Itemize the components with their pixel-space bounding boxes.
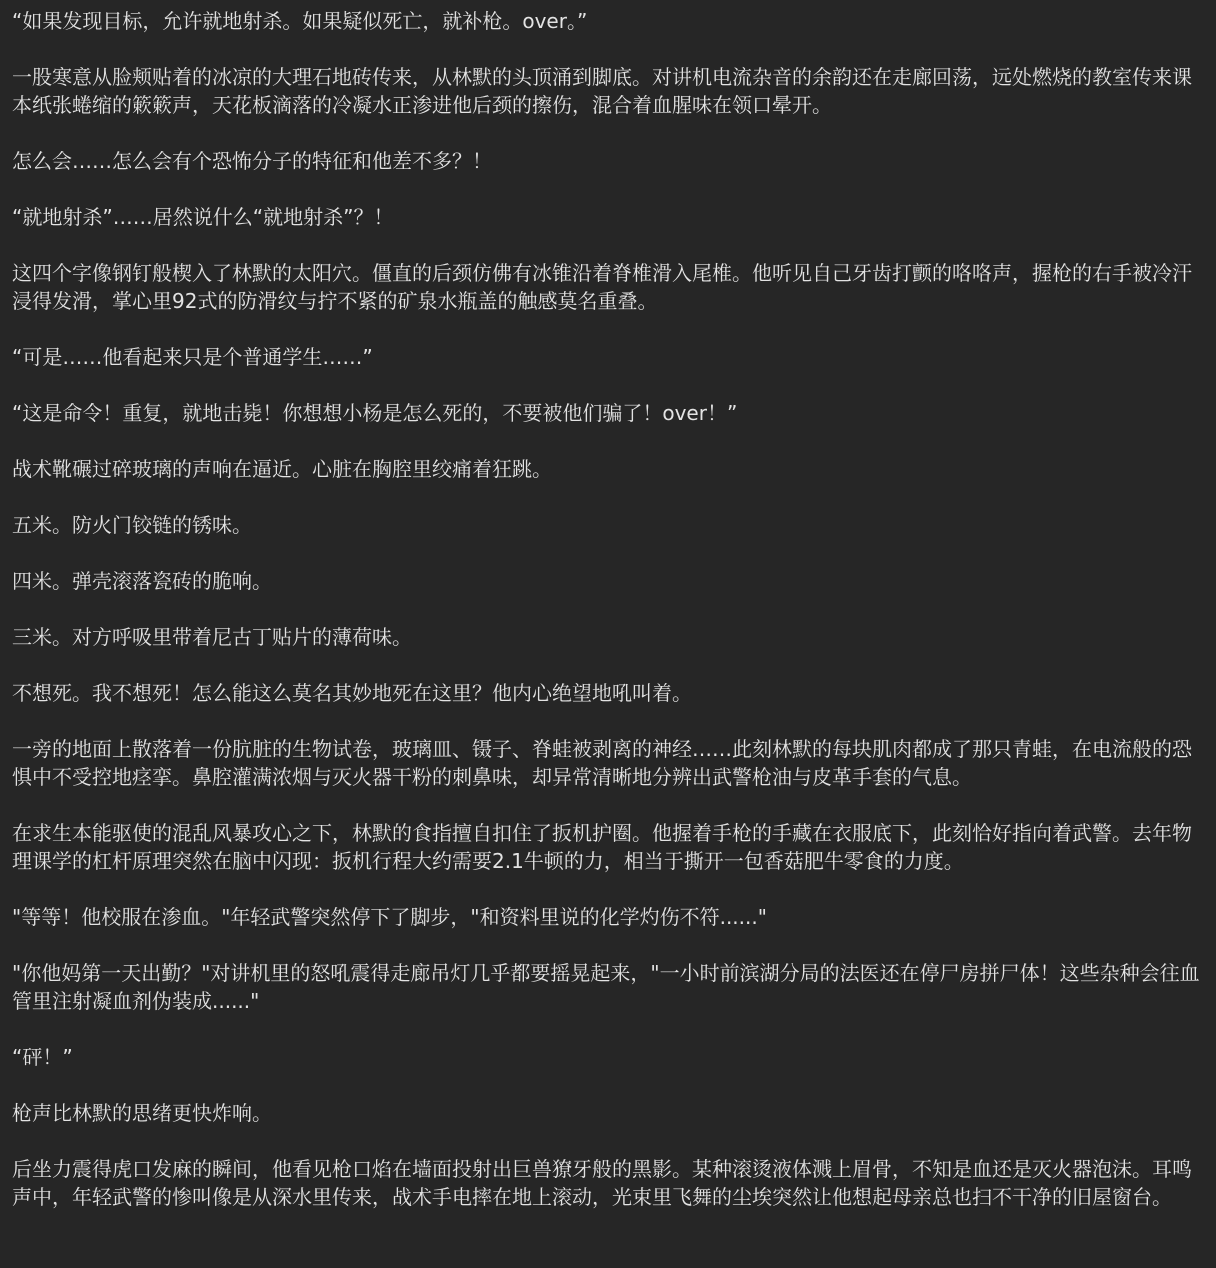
paragraph: 后坐力震得虎口发麻的瞬间，他看见枪口焰在墙面投射出巨兽獠牙般的黑影。某种滚烫液体溅上眉骨，不知是血还是灭火器泡沫。耳鸣声中，年轻武警的惨叫像是从深水里传来，战术手电摔在地上滚动，光束里飞舞的尘埃突然让他想起母亲总也扫不干净的旧屋窗台。 — [12, 1157, 1192, 1209]
paragraph: “可是……他看起来只是个普通学生……” — [12, 345, 373, 369]
paragraph: “就地射杀”……居然说什么“就地射杀”？！ — [12, 205, 394, 229]
paragraph: 五米。防火门铰链的锈味。 — [12, 513, 252, 537]
paragraph: 一旁的地面上散落着一份肮脏的生物试卷，玻璃皿、镊子、脊蛙被剥离的神经……此刻林默的每块肌肉都成了那只青蛙，在电流般的恐惧中不受控地痉挛。鼻腔灌满浓烟与灭火器干粉的刺鼻味，却异常清晰地分辨出武警枪油与皮革手套的气息。 — [12, 737, 1192, 789]
paragraph: 枪声比林默的思绪更快炸响。 — [12, 1101, 272, 1125]
paragraph: 不想死。我不想死！怎么能这么莫名其妙地死在这里？他内心绝望地吼叫着。 — [12, 681, 692, 705]
paragraph: “这是命令！重复，就地击毙！你想想小杨是怎么死的，不要被他们骗了！over！” — [12, 401, 738, 425]
paragraph: 战术靴碾过碎玻璃的声响在逼近。心脏在胸腔里绞痛着狂跳。 — [12, 457, 552, 481]
paragraph: 怎么会……怎么会有个恐怖分子的特征和他差不多？！ — [12, 149, 492, 173]
paragraph: 这四个字像钢钉般楔入了林默的太阳穴。僵直的后颈仿佛有冰锥沿着脊椎滑入尾椎。他听见自己牙齿打颤的咯咯声，握枪的右手被冷汗浸得发滑，掌心里92式的防滑纹与拧不紧的矿泉水瓶盖的触感莫名重叠。 — [12, 261, 1192, 313]
paragraph: 四米。弹壳滚落瓷砖的脆响。 — [12, 569, 272, 593]
paragraph: "你他妈第一天出勤？"对讲机里的怒吼震得走廊吊灯几乎都要摇晃起来，"一小时前滨湖分局的法医还在停尸房拼尸体！这些杂种会往血管里注射凝血剂伪装成......" — [12, 961, 1200, 1013]
paragraph: "等等！他校服在渗血。"年轻武警突然停下了脚步，"和资料里说的化学灼伤不符......" — [12, 905, 767, 929]
paragraph: 一股寒意从脸颊贴着的冰凉的大理石地砖传来，从林默的头顶涌到脚底。对讲机电流杂音的余韵还在走廊回荡，远处燃烧的教室传来课本纸张蜷缩的簌簌声，天花板滴落的冷凝水正渗进他后颈的擦伤，混合着血腥味在领口晕开。 — [12, 65, 1192, 117]
paragraph: “砰！” — [12, 1045, 73, 1069]
paragraph: “如果发现目标，允许就地射杀。如果疑似死亡，就补枪。over。” — [12, 9, 588, 33]
paragraph: 三米。对方呼吸里带着尼古丁贴片的薄荷味。 — [12, 625, 412, 649]
paragraph: 在求生本能驱使的混乱风暴攻心之下，林默的食指擅自扣住了扳机护圈。他握着手枪的手藏在衣服底下，此刻恰好指向着武警。去年物理课学的杠杆原理突然在脑中闪现：扳机行程大约需要2.1牛顿的力，相当于撕开一包香菇肥牛零食的力度。 — [12, 821, 1192, 873]
